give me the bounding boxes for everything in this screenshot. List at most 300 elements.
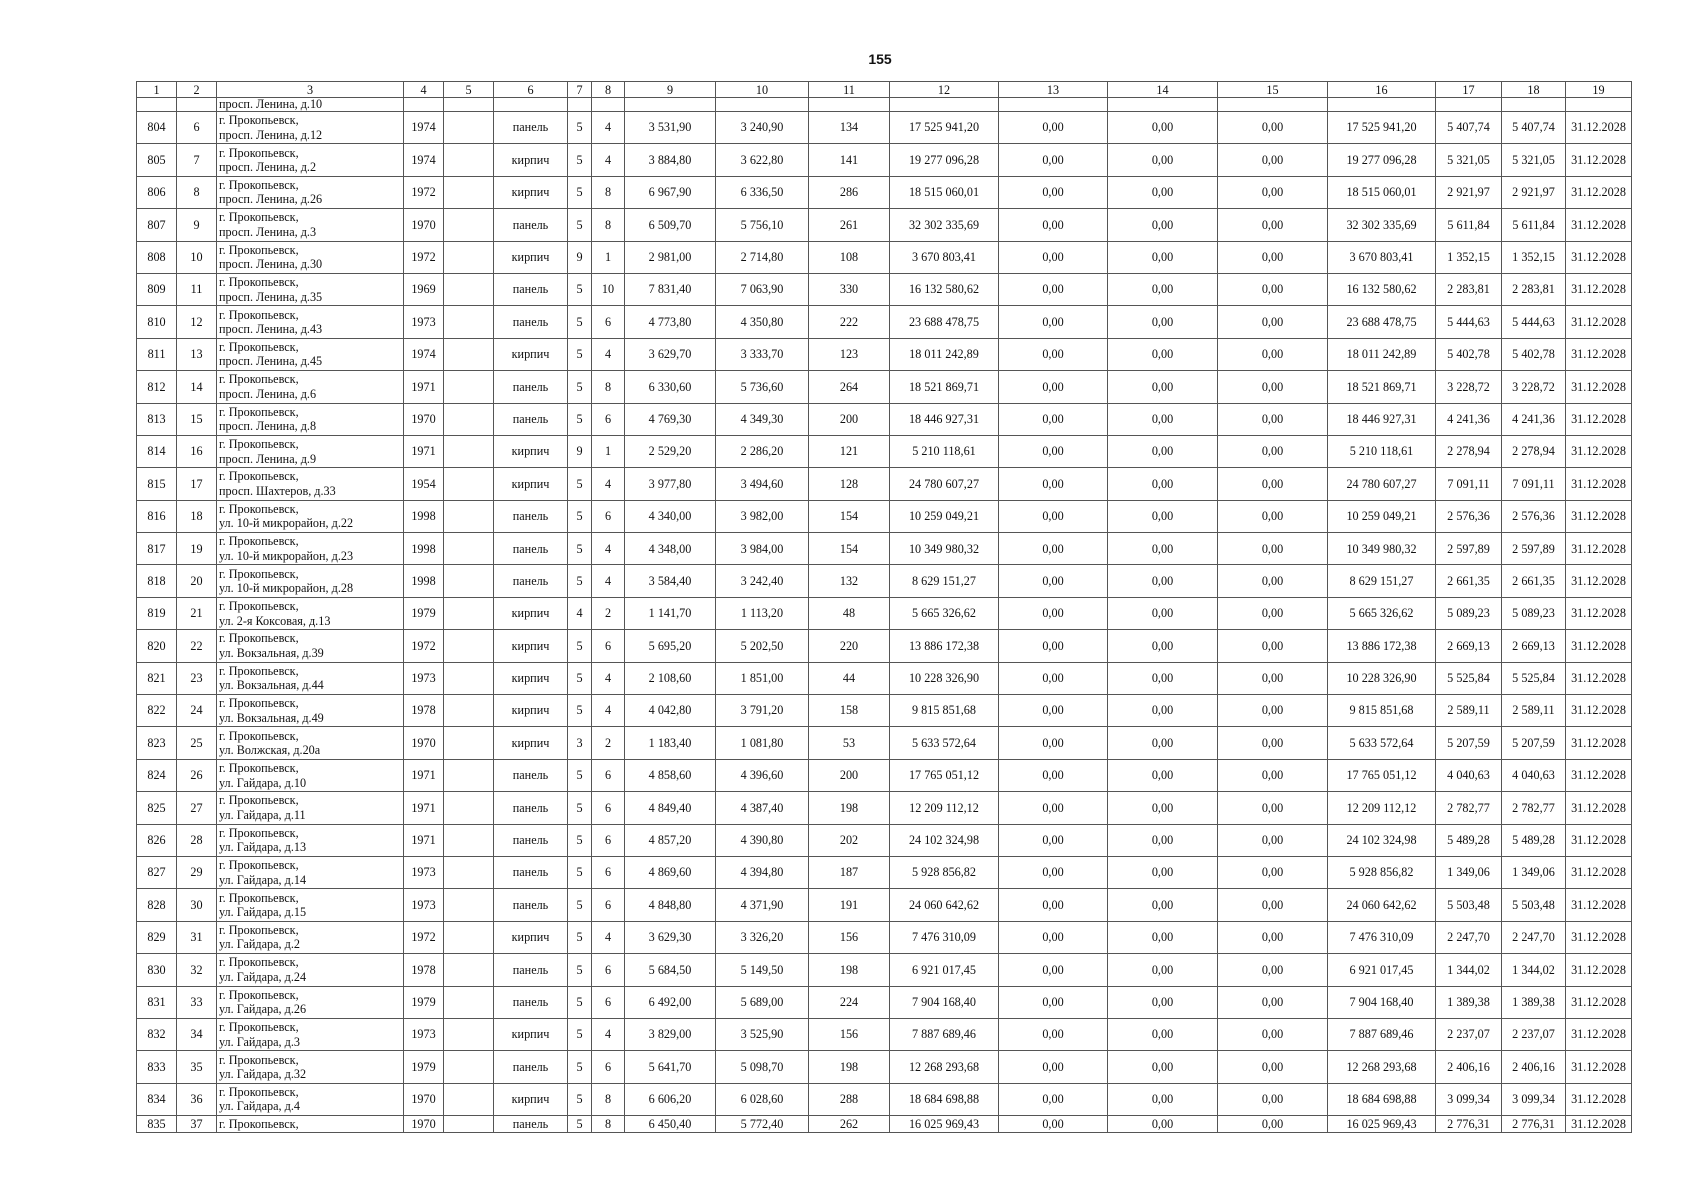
cell-col-18: 2 247,70 [1502, 921, 1566, 953]
cell-col-7: 5 [568, 695, 592, 727]
address-cell [217, 856, 404, 888]
table-cell [1218, 98, 1328, 112]
table-row [137, 597, 1632, 629]
cell-col-12: 5 633 572,64 [890, 727, 999, 759]
address-street: просп. Ленина, д.12 [219, 127, 323, 142]
table-cell [1566, 98, 1632, 112]
address-street: ул. Вокзальная, д.49 [219, 710, 324, 725]
cell-col-10: 1 081,80 [716, 727, 809, 759]
cell-col-4: 1969 [404, 273, 444, 305]
cell-col-11: 187 [809, 856, 890, 888]
cell-col-14: 0,00 [1108, 1083, 1218, 1115]
cell-col-4: 1973 [404, 856, 444, 888]
cell-col-18: 5 444,63 [1502, 306, 1566, 338]
table-cell [137, 98, 177, 112]
column-header-3: 3 [217, 82, 404, 98]
cell-col-9: 4 769,30 [625, 403, 716, 435]
cell-col-5 [444, 273, 494, 305]
cell-col-12: 10 228 326,90 [890, 662, 999, 694]
table-row [137, 1051, 1632, 1083]
housing-registry-table [136, 81, 1632, 1133]
cell-col-11: 288 [809, 1083, 890, 1115]
cell-col-8: 6 [592, 954, 625, 986]
cell-col-11: 53 [809, 727, 890, 759]
cell-col-15: 0,00 [1218, 565, 1328, 597]
cell-col-8: 6 [592, 630, 625, 662]
cell-col-13: 0,00 [999, 630, 1108, 662]
cell-col-15: 0,00 [1218, 695, 1328, 727]
cell-col-12: 12 268 293,68 [890, 1051, 999, 1083]
cell-col-4: 1972 [404, 921, 444, 953]
cell-col-4: 1970 [404, 1116, 444, 1133]
cell-col-7: 5 [568, 792, 592, 824]
cell-col-6: панель [494, 403, 568, 435]
cell-col-4: 1978 [404, 954, 444, 986]
cell-col-2: 6 [177, 112, 217, 144]
address-city: г. Прокопьевск, [219, 825, 299, 840]
cell-col-1: 813 [137, 403, 177, 435]
cell-col-12: 16 025 969,43 [890, 1116, 999, 1133]
cell-col-6: панель [494, 500, 568, 532]
cell-col-5 [444, 1083, 494, 1115]
cell-col-14: 0,00 [1108, 986, 1218, 1018]
cell-col-15: 0,00 [1218, 1083, 1328, 1115]
cell-col-1: 820 [137, 630, 177, 662]
cell-col-1: 818 [137, 565, 177, 597]
cell-col-18: 2 406,16 [1502, 1051, 1566, 1083]
cell-col-15: 0,00 [1218, 338, 1328, 370]
cell-col-4: 1973 [404, 889, 444, 921]
cell-col-17: 5 444,63 [1436, 306, 1502, 338]
cell-col-11: 141 [809, 144, 890, 176]
cell-col-4: 1972 [404, 241, 444, 273]
address-street: ул. Гайдара, д.14 [219, 872, 307, 887]
cell-col-5 [444, 889, 494, 921]
cell-col-1: 815 [137, 468, 177, 500]
column-header-15: 15 [1218, 82, 1328, 98]
cell-col-1: 831 [137, 986, 177, 1018]
cell-col-15: 0,00 [1218, 533, 1328, 565]
address-street: ул. 10-й микрорайон, д.22 [219, 516, 354, 531]
address-cell [217, 695, 404, 727]
cell-col-7: 5 [568, 306, 592, 338]
cell-col-6: панель [494, 273, 568, 305]
cell-col-2: 21 [177, 597, 217, 629]
cell-col-10: 5 149,50 [716, 954, 809, 986]
cell-col-12: 3 670 803,41 [890, 241, 999, 273]
cell-col-6: кирпич [494, 241, 568, 273]
cell-col-2: 12 [177, 306, 217, 338]
table-cell [592, 98, 625, 112]
cell-col-2: 33 [177, 986, 217, 1018]
address-cell [217, 727, 404, 759]
cell-col-18: 2 597,89 [1502, 533, 1566, 565]
cell-col-5 [444, 954, 494, 986]
cell-col-19: 31.12.2028 [1566, 986, 1632, 1018]
cell-col-9: 5 695,20 [625, 630, 716, 662]
table-cell [494, 98, 568, 112]
cell-col-2: 7 [177, 144, 217, 176]
cell-col-8: 1 [592, 241, 625, 273]
cell-col-2: 35 [177, 1051, 217, 1083]
cell-col-6: кирпич [494, 727, 568, 759]
address-cell [217, 565, 404, 597]
cell-col-10: 5 756,10 [716, 209, 809, 241]
table-cell [890, 98, 999, 112]
cell-col-7: 5 [568, 954, 592, 986]
cell-col-17: 2 776,31 [1436, 1116, 1502, 1133]
address-cell [217, 273, 404, 305]
cell-col-13: 0,00 [999, 695, 1108, 727]
address-city: г. Прокопьевск, [219, 1084, 299, 1099]
cell-col-2: 11 [177, 273, 217, 305]
address-city: г. Прокопьевск, [219, 210, 299, 225]
cell-col-9: 6 330,60 [625, 371, 716, 403]
cell-col-18: 1 352,15 [1502, 241, 1566, 273]
cell-col-8: 8 [592, 1083, 625, 1115]
cell-col-19: 31.12.2028 [1566, 1018, 1632, 1050]
cell-col-16: 3 670 803,41 [1328, 241, 1436, 273]
cell-col-15: 0,00 [1218, 727, 1328, 759]
table-cell [1328, 98, 1436, 112]
cell-col-17: 1 344,02 [1436, 954, 1502, 986]
cell-col-8: 4 [592, 662, 625, 694]
cell-col-14: 0,00 [1108, 630, 1218, 662]
cell-col-10: 5 772,40 [716, 1116, 809, 1133]
cell-col-1: 827 [137, 856, 177, 888]
cell-col-12: 7 904 168,40 [890, 986, 999, 1018]
cell-col-1: 821 [137, 662, 177, 694]
cell-col-14: 0,00 [1108, 500, 1218, 532]
cell-col-4: 1973 [404, 306, 444, 338]
cell-col-15: 0,00 [1218, 921, 1328, 953]
cell-col-14: 0,00 [1108, 597, 1218, 629]
cell-col-2: 15 [177, 403, 217, 435]
cell-col-11: 134 [809, 112, 890, 144]
cell-col-5 [444, 856, 494, 888]
cell-col-18: 5 321,05 [1502, 144, 1566, 176]
cell-col-2: 9 [177, 209, 217, 241]
cell-col-11: 286 [809, 176, 890, 208]
cell-col-5 [444, 695, 494, 727]
cell-col-7: 5 [568, 986, 592, 1018]
cell-col-5 [444, 792, 494, 824]
column-header-2: 2 [177, 82, 217, 98]
address-city: г. Прокопьевск, [219, 339, 299, 354]
continuation-row [137, 98, 1632, 112]
cell-col-15: 0,00 [1218, 371, 1328, 403]
cell-col-12: 18 521 869,71 [890, 371, 999, 403]
cell-col-12: 19 277 096,28 [890, 144, 999, 176]
cell-col-4: 1974 [404, 338, 444, 370]
cell-col-1: 828 [137, 889, 177, 921]
cell-col-10: 3 525,90 [716, 1018, 809, 1050]
cell-col-14: 0,00 [1108, 921, 1218, 953]
cell-col-5 [444, 727, 494, 759]
address-cell [217, 176, 404, 208]
table-row [137, 954, 1632, 986]
column-header-4: 4 [404, 82, 444, 98]
cell-col-11: 128 [809, 468, 890, 500]
cell-col-13: 0,00 [999, 144, 1108, 176]
cell-col-2: 8 [177, 176, 217, 208]
cell-col-7: 5 [568, 209, 592, 241]
cell-col-18: 1 349,06 [1502, 856, 1566, 888]
cell-col-2: 26 [177, 759, 217, 791]
cell-col-11: 200 [809, 759, 890, 791]
cell-col-14: 0,00 [1108, 144, 1218, 176]
cell-col-12: 9 815 851,68 [890, 695, 999, 727]
cell-col-8: 4 [592, 565, 625, 597]
cell-col-10: 4 349,30 [716, 403, 809, 435]
column-header-16: 16 [1328, 82, 1436, 98]
cell-col-8: 4 [592, 533, 625, 565]
cell-col-8: 6 [592, 986, 625, 1018]
cell-col-16: 12 209 112,12 [1328, 792, 1436, 824]
cell-col-7: 5 [568, 500, 592, 532]
cell-col-4: 1971 [404, 792, 444, 824]
cell-col-14: 0,00 [1108, 695, 1218, 727]
cell-col-15: 0,00 [1218, 630, 1328, 662]
cell-col-11: 44 [809, 662, 890, 694]
cell-col-18: 4 241,36 [1502, 403, 1566, 435]
cell-col-11: 108 [809, 241, 890, 273]
cell-col-17: 1 349,06 [1436, 856, 1502, 888]
cell-col-16: 19 277 096,28 [1328, 144, 1436, 176]
cell-col-18: 5 489,28 [1502, 824, 1566, 856]
cell-col-11: 261 [809, 209, 890, 241]
table-row [137, 727, 1632, 759]
cell-col-8: 6 [592, 824, 625, 856]
cell-col-14: 0,00 [1108, 1116, 1218, 1133]
address-cell [217, 792, 404, 824]
table-row [137, 468, 1632, 500]
cell-col-11: 200 [809, 403, 890, 435]
address-city: г. Прокопьевск, [219, 696, 299, 711]
cell-col-19: 31.12.2028 [1566, 306, 1632, 338]
cell-col-4: 1979 [404, 986, 444, 1018]
address-street: ул. Гайдара, д.3 [219, 1034, 300, 1049]
address-city: г. Прокопьевск, [219, 242, 299, 257]
address-street: ул. Вокзальная, д.44 [219, 678, 324, 693]
cell-col-8: 2 [592, 597, 625, 629]
cell-col-7: 5 [568, 1083, 592, 1115]
cell-col-5 [444, 597, 494, 629]
cell-col-8: 6 [592, 759, 625, 791]
table-row [137, 695, 1632, 727]
cell-col-8: 1 [592, 435, 625, 467]
cell-col-6: панель [494, 209, 568, 241]
cell-col-19: 31.12.2028 [1566, 824, 1632, 856]
address-city: г. Прокопьевск, [219, 113, 299, 128]
cell-col-6: панель [494, 824, 568, 856]
cell-col-17: 3 099,34 [1436, 1083, 1502, 1115]
cell-col-18: 5 089,23 [1502, 597, 1566, 629]
cell-col-10: 2 286,20 [716, 435, 809, 467]
cell-col-18: 2 661,35 [1502, 565, 1566, 597]
cell-col-16: 18 521 869,71 [1328, 371, 1436, 403]
address-city: г. Прокопьевск, [219, 372, 299, 387]
cell-col-17: 2 589,11 [1436, 695, 1502, 727]
cell-col-6: панель [494, 792, 568, 824]
cell-col-9: 3 531,90 [625, 112, 716, 144]
cell-col-16: 7 476 310,09 [1328, 921, 1436, 953]
cell-col-14: 0,00 [1108, 338, 1218, 370]
address-cell [217, 1051, 404, 1083]
cell-col-14: 0,00 [1108, 306, 1218, 338]
cell-col-9: 4 848,80 [625, 889, 716, 921]
cell-col-19: 31.12.2028 [1566, 792, 1632, 824]
address-street: просп. Ленина, д.26 [219, 192, 323, 207]
cell-col-17: 4 241,36 [1436, 403, 1502, 435]
cell-col-13: 0,00 [999, 727, 1108, 759]
cell-col-18: 5 611,84 [1502, 209, 1566, 241]
cell-col-19: 31.12.2028 [1566, 727, 1632, 759]
cell-col-12: 32 302 335,69 [890, 209, 999, 241]
cell-col-2: 20 [177, 565, 217, 597]
cell-col-13: 0,00 [999, 1116, 1108, 1133]
cell-col-5 [444, 824, 494, 856]
address-city: г. Прокопьевск, [219, 1116, 299, 1131]
cell-col-10: 3 622,80 [716, 144, 809, 176]
address-street: ул. 10-й микрорайон, д.23 [219, 548, 354, 563]
address-street: ул. Гайдара, д.4 [219, 1099, 300, 1114]
cell-col-10: 5 736,60 [716, 371, 809, 403]
column-header-8: 8 [592, 82, 625, 98]
cell-col-9: 7 831,40 [625, 273, 716, 305]
cell-col-5 [444, 144, 494, 176]
cell-col-1: 811 [137, 338, 177, 370]
cell-col-6: кирпич [494, 597, 568, 629]
cell-col-16: 10 349 980,32 [1328, 533, 1436, 565]
cell-col-17: 2 237,07 [1436, 1018, 1502, 1050]
address-city: г. Прокопьевск, [219, 858, 299, 873]
cell-col-7: 3 [568, 727, 592, 759]
cell-col-15: 0,00 [1218, 986, 1328, 1018]
cell-col-12: 7 476 310,09 [890, 921, 999, 953]
cell-col-2: 13 [177, 338, 217, 370]
address-cell [217, 630, 404, 662]
address-city: г. Прокопьевск, [219, 890, 299, 905]
cell-col-2: 30 [177, 889, 217, 921]
cell-col-5 [444, 1018, 494, 1050]
cell-col-9: 5 641,70 [625, 1051, 716, 1083]
cell-col-5 [444, 435, 494, 467]
table-row [137, 986, 1632, 1018]
cell-col-1: 829 [137, 921, 177, 953]
cell-col-16: 24 060 642,62 [1328, 889, 1436, 921]
cell-col-2: 27 [177, 792, 217, 824]
address-cell [217, 986, 404, 1018]
address-city: г. Прокопьевск, [219, 469, 299, 484]
cell-col-19: 31.12.2028 [1566, 500, 1632, 532]
cell-col-5 [444, 306, 494, 338]
cell-col-1: 834 [137, 1083, 177, 1115]
cell-col-1: 824 [137, 759, 177, 791]
cell-col-19: 31.12.2028 [1566, 662, 1632, 694]
cell-col-8: 6 [592, 1051, 625, 1083]
cell-col-10: 3 326,20 [716, 921, 809, 953]
cell-col-6: панель [494, 112, 568, 144]
table-row [137, 176, 1632, 208]
table-row [137, 889, 1632, 921]
cell-col-12: 12 209 112,12 [890, 792, 999, 824]
cell-col-14: 0,00 [1108, 1051, 1218, 1083]
cell-col-4: 1954 [404, 468, 444, 500]
cell-col-10: 5 689,00 [716, 986, 809, 1018]
cell-col-7: 5 [568, 921, 592, 953]
cell-col-13: 0,00 [999, 759, 1108, 791]
cell-col-13: 0,00 [999, 403, 1108, 435]
cell-col-10: 4 390,80 [716, 824, 809, 856]
cell-col-16: 5 928 856,82 [1328, 856, 1436, 888]
cell-col-18: 5 503,48 [1502, 889, 1566, 921]
cell-col-10: 1 851,00 [716, 662, 809, 694]
cell-col-10: 1 113,20 [716, 597, 809, 629]
cell-col-7: 5 [568, 856, 592, 888]
column-header-6: 6 [494, 82, 568, 98]
cell-col-2: 36 [177, 1083, 217, 1115]
cell-col-1: 804 [137, 112, 177, 144]
cell-col-1: 810 [137, 306, 177, 338]
cell-col-8: 4 [592, 112, 625, 144]
cell-col-10: 6 336,50 [716, 176, 809, 208]
address-street: ул. Волжская, д.20а [219, 743, 321, 758]
cell-col-8: 4 [592, 468, 625, 500]
cell-col-6: кирпич [494, 144, 568, 176]
cell-col-8: 8 [592, 176, 625, 208]
cell-col-6: панель [494, 533, 568, 565]
cell-col-15: 0,00 [1218, 209, 1328, 241]
cell-col-17: 4 040,63 [1436, 759, 1502, 791]
table-cell [1502, 98, 1566, 112]
cell-col-15: 0,00 [1218, 176, 1328, 208]
cell-col-8: 4 [592, 144, 625, 176]
address-street: ул. Вокзальная, д.39 [219, 645, 324, 660]
cell-col-1: 816 [137, 500, 177, 532]
cell-col-1: 814 [137, 435, 177, 467]
cell-col-11: 158 [809, 695, 890, 727]
cell-col-14: 0,00 [1108, 792, 1218, 824]
cell-col-11: 202 [809, 824, 890, 856]
cell-col-16: 18 446 927,31 [1328, 403, 1436, 435]
cell-col-2: 10 [177, 241, 217, 273]
cell-col-11: 220 [809, 630, 890, 662]
table-row [137, 371, 1632, 403]
cell-col-8: 6 [592, 856, 625, 888]
cell-col-19: 31.12.2028 [1566, 921, 1632, 953]
cell-col-4: 1971 [404, 435, 444, 467]
cell-col-5 [444, 921, 494, 953]
address-cell [217, 1116, 404, 1133]
column-header-7: 7 [568, 82, 592, 98]
cell-col-11: 224 [809, 986, 890, 1018]
cell-col-17: 2 283,81 [1436, 273, 1502, 305]
address-cell [217, 533, 404, 565]
cell-col-10: 3 333,70 [716, 338, 809, 370]
cell-col-11: 330 [809, 273, 890, 305]
cell-col-6: панель [494, 1116, 568, 1133]
cell-col-6: кирпич [494, 468, 568, 500]
cell-col-8: 6 [592, 792, 625, 824]
address-cell [217, 338, 404, 370]
address-street: ул. Гайдара, д.2 [219, 937, 300, 952]
cell-col-9: 6 509,70 [625, 209, 716, 241]
cell-col-9: 6 492,00 [625, 986, 716, 1018]
cell-col-16: 5 665 326,62 [1328, 597, 1436, 629]
cell-col-7: 4 [568, 597, 592, 629]
cell-col-1: 822 [137, 695, 177, 727]
